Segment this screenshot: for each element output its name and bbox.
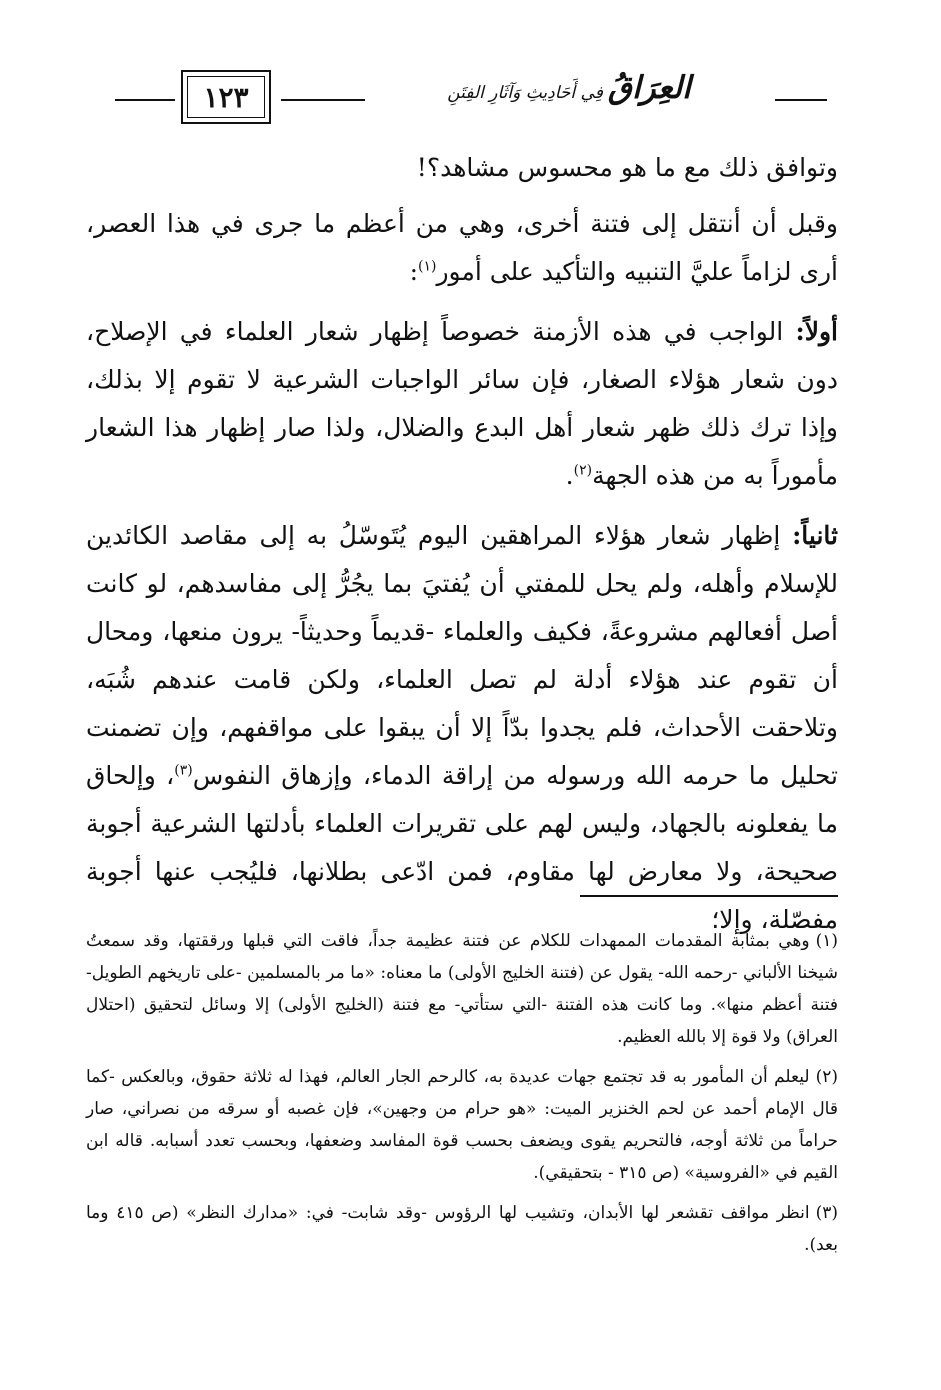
paragraph-4-text-a: إظهار شعار هؤلاء المراهقين اليوم يُتَوسّلُ به إلى مقاصد الكائدين للإسلام وأهله، ولم يحل للمفتي أن يُفتيَ بما يجُرُّ إلى مفاسدهم، لو كانت أصل أفعالهم مشروعةً، فكيف والعلماء -قديماً وحديثاً- يرون منعها، ومحال أن تقوم عند هؤلاء أدلة لم تصل العلماء، ولكن قامت عندهم شُبَه، وتلاحقت الأحداث، فلم يجدوا بدّاً إلا أن يبقوا على مواقفهم، وإن تضمنت تحليل ما حرمه الله ورسوله من إراقة الدماء، وإزهاق النفوس [86, 521, 838, 790]
paragraph-3 [86, 308, 838, 500]
page-number-box [181, 70, 271, 124]
footnotes [86, 925, 838, 1269]
paragraph-3-lead: أولاً: [795, 317, 838, 346]
header-rule-middle [281, 99, 365, 101]
footnote-ref-3: (٣) [174, 762, 193, 779]
paragraph-2-end: : [409, 257, 418, 286]
header-rule-left [115, 99, 175, 101]
paragraph-3-end: . [565, 461, 574, 490]
header-rule-right [775, 99, 827, 101]
book-title-sub: فِي أَحَادِيثِ وَآثَارِ الفِتَنِ [447, 83, 603, 103]
footnote-separator [580, 895, 838, 897]
paragraph-4-lead: ثانياً: [792, 521, 838, 550]
footnote-1-text: وهي بمثابة المقدمات الممهدات للكلام عن فتنة عظيمة جداً، فاقت التي قبلها ورققتها، وقد سمعتُ شيخنا الألباني -رحمه الله- يقول عن (فتنة الخليج الأولى) ما معناه: «ما مر بالمسلمين -على تاريخهم الطويل- فتنة أعظم منها». وما كانت هذه الفتنة -التي ستأتي- مع فتنة (الخليج الأولى) إلا وسائل لتحقيق (احتلال العراق) ولا قوة إلا بالله العظيم. [86, 931, 838, 1047]
footnote-3-text: انظر مواقف تقشعر لها الأبدان، وتشيب لها الرؤوس -وقد شابت- في: «مدارك النظر» (ص ٤١٥ وما بعد). [86, 1203, 838, 1255]
page-number: ١٢٣ [203, 81, 249, 114]
paragraph-2-text: وقبل أن أنتقل إلى فتنة أخرى، وهي من أعظم ما جرى في هذا العصر، أرى لزاماً عليَّ التنبيه والتأكيد على أمور [86, 209, 838, 286]
paragraph-1 [86, 144, 838, 192]
paragraph-4-text-b: ، وإلحاق ما يفعلونه بالجهاد، وليس لهم على تقريرات العلماء بأدلتها الشرعية أجوبة صحيحة، ولا معارض لها مقاوم، فمن ادّعى بطلانها، فليُجب عنها أجوبة مفصّلة، وإلا؛ [86, 761, 838, 934]
paragraph-1-text: وتوافق ذلك مع ما هو محسوس مشاهد؟! [416, 153, 838, 182]
footnote-ref-1: (١) [418, 258, 437, 275]
footnote-2 [86, 1061, 838, 1189]
footnote-3-number: (٣) [815, 1203, 838, 1223]
paragraph-4 [86, 512, 838, 944]
footnote-3 [86, 1197, 838, 1261]
book-title [367, 68, 771, 113]
footnote-1-number: (١) [815, 931, 838, 951]
paragraph-2 [86, 200, 838, 296]
footnote-2-number: (٢) [815, 1067, 838, 1087]
main-text [86, 144, 838, 956]
footnote-2-text: ليعلم أن المأمور به قد تجتمع جهات عديدة به، كالرحم الجار العالم، فهذا له ثلاثة حقوق، وبالعكس -كما قال الإمام أحمد عن لحم الخنزير الميت: «هو حرام من وجهين»، فإن غصبه أو سرقه من نصراني، صار حراماً من ثلاثة أوجه، فالتحريم يقوى ويضعف بحسب قوة المفاسد وضعفها، وبحسب تعدد أسبابه. قاله ابن القيم في «الفروسية» (ص ٣١٥ - بتحقيقي). [86, 1067, 838, 1183]
footnote-ref-2: (٢) [573, 462, 593, 479]
book-title-main: العِرَاقُ [607, 70, 691, 106]
paragraph-3-text: الواجب في هذه الأزمنة خصوصاً إظهار شعار العلماء في الإصلاح، دون شعار هؤلاء الصغار، فإن سائر الواجبات الشرعية لا تقوم إلا بذلك، وإذا ترك ذلك ظهر شعار أهل البدع والضلال، ولذا صار إظهار هذا الشعار مأموراً به من هذه الجهة [86, 317, 838, 490]
running-header [115, 62, 827, 128]
footnote-1 [86, 925, 838, 1053]
